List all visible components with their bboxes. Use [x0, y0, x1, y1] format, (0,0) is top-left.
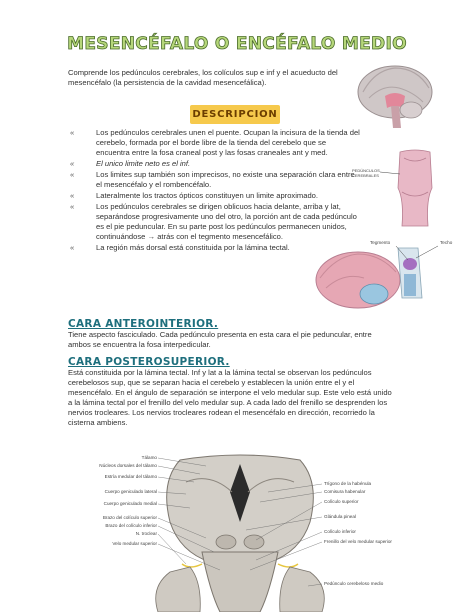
- pedunculos-image: [380, 148, 450, 228]
- diagram-label: Núcleos dorsales del tálamo: [99, 463, 157, 468]
- list-item: « Lateralmente los tractos ópticos constituyen un limite aproximado.: [70, 191, 360, 201]
- list-item: « El unico limite neto es el inf.: [70, 159, 360, 169]
- diagram-label: N. troclear: [135, 531, 157, 536]
- section-heading-anterointerior: CARA ANTEROINTERIOR.: [68, 318, 219, 330]
- brain-sagittal-image: [355, 62, 435, 130]
- diagram-label: Cuerpo geniculado medial: [103, 501, 157, 506]
- diagram-label: Cuerpo geniculado lateral: [104, 489, 157, 494]
- diagram-label: Velo medular superior: [112, 541, 157, 546]
- diagram-label: Brazo del colículo inferior: [105, 523, 157, 528]
- diagram-label: Frenillo del velo medular superior: [324, 539, 392, 544]
- posterosuperior-paragraph: Está constituida por la lámina tectal. Inf y lat a la lámina tectal se observan los pedúnculos cerebelosos sup, que se separan hacia el cerebelo y establecen la unión entre el y el mesencéfalo. En el ángulo de separación se interpone el velo medular sup. Este velo está unido a la lámina tectal por el frenillo del velo medular sup. A cada lado del frenillo se desprenden los nervios trocleares. Los nervios trocleares rodean el mesencéfalo en dirección, recorriedo la cisterna ambiens.: [68, 368, 392, 427]
- list-item: « Los pedúnculos cerebrales se dirigen oblicuos hacia delante, arriba y lat, separándose progresivamente uno del otro, la porción ant de cada pedúnculo es el pie peduncular. En su parte post los pedúnculos permanecen unidos, continuándose → atrás con el tegmento mesencefálico.: [70, 202, 360, 242]
- diagram-label: Comisura habenular: [324, 489, 366, 494]
- tegmento-label: Tegmento: [370, 240, 391, 245]
- section-heading-posterosuperior: CARA POSTEROSUPERIOR.: [68, 356, 230, 368]
- diagram-label: Pedúnculo cerebeloso medio: [324, 581, 384, 586]
- descripcion-list: [70, 128, 360, 254]
- list-item: « La región más dorsal está constituida por la lámina tectal.: [70, 243, 360, 253]
- descripcion-badge: DESCRIPCION: [190, 105, 280, 124]
- techo-label: Techo: [440, 240, 453, 245]
- brain-tegmento-image: [310, 238, 453, 320]
- anterointerior-paragraph: Tiene aspecto fasciculado. Cada pedúnculo presenta en esta cara el pie peduncular, entre ambos se encuentra la fosa interpedicular.: [68, 330, 372, 349]
- page-title: MESENCÉFALO O ENCÉFALO MEDIO: [67, 34, 407, 54]
- diagram-label: Colículo inferior: [324, 529, 356, 534]
- diagram-label: Estría medular del tálamo: [104, 474, 157, 479]
- pedunculos-label: PEDÚNCULOS CEREBRALES: [352, 168, 380, 178]
- midbrain-dorsal-diagram: [99, 452, 392, 612]
- list-item: « Los pedúnculos cerebrales unen el puente. Ocupan la incisura de la tienda del cerebelo, formada por el borde libre de la tienda del cerebelo que se encuentra entre la fosa craneal post y las fosas craneales ant y med.: [70, 128, 360, 158]
- intro-paragraph: Comprende los pedúnculos cerebrales, los colículos sup e inf y el acueducto del mesencéfalo (la persistencia de la cavidad mesencefálica).: [68, 68, 338, 87]
- diagram-label: Brazo del colículo superior: [102, 515, 157, 520]
- list-item: « Los limites sup también son imprecisos, no existe una separación clara entre el mesencéfalo y el rombencéfalo.: [70, 170, 360, 190]
- diagram-label: Trígono de la habénula: [324, 481, 372, 486]
- diagram-label: Glándula pineal: [324, 514, 356, 519]
- diagram-label: Tálamo: [141, 455, 157, 460]
- diagram-label: Colículo superior: [324, 499, 359, 504]
